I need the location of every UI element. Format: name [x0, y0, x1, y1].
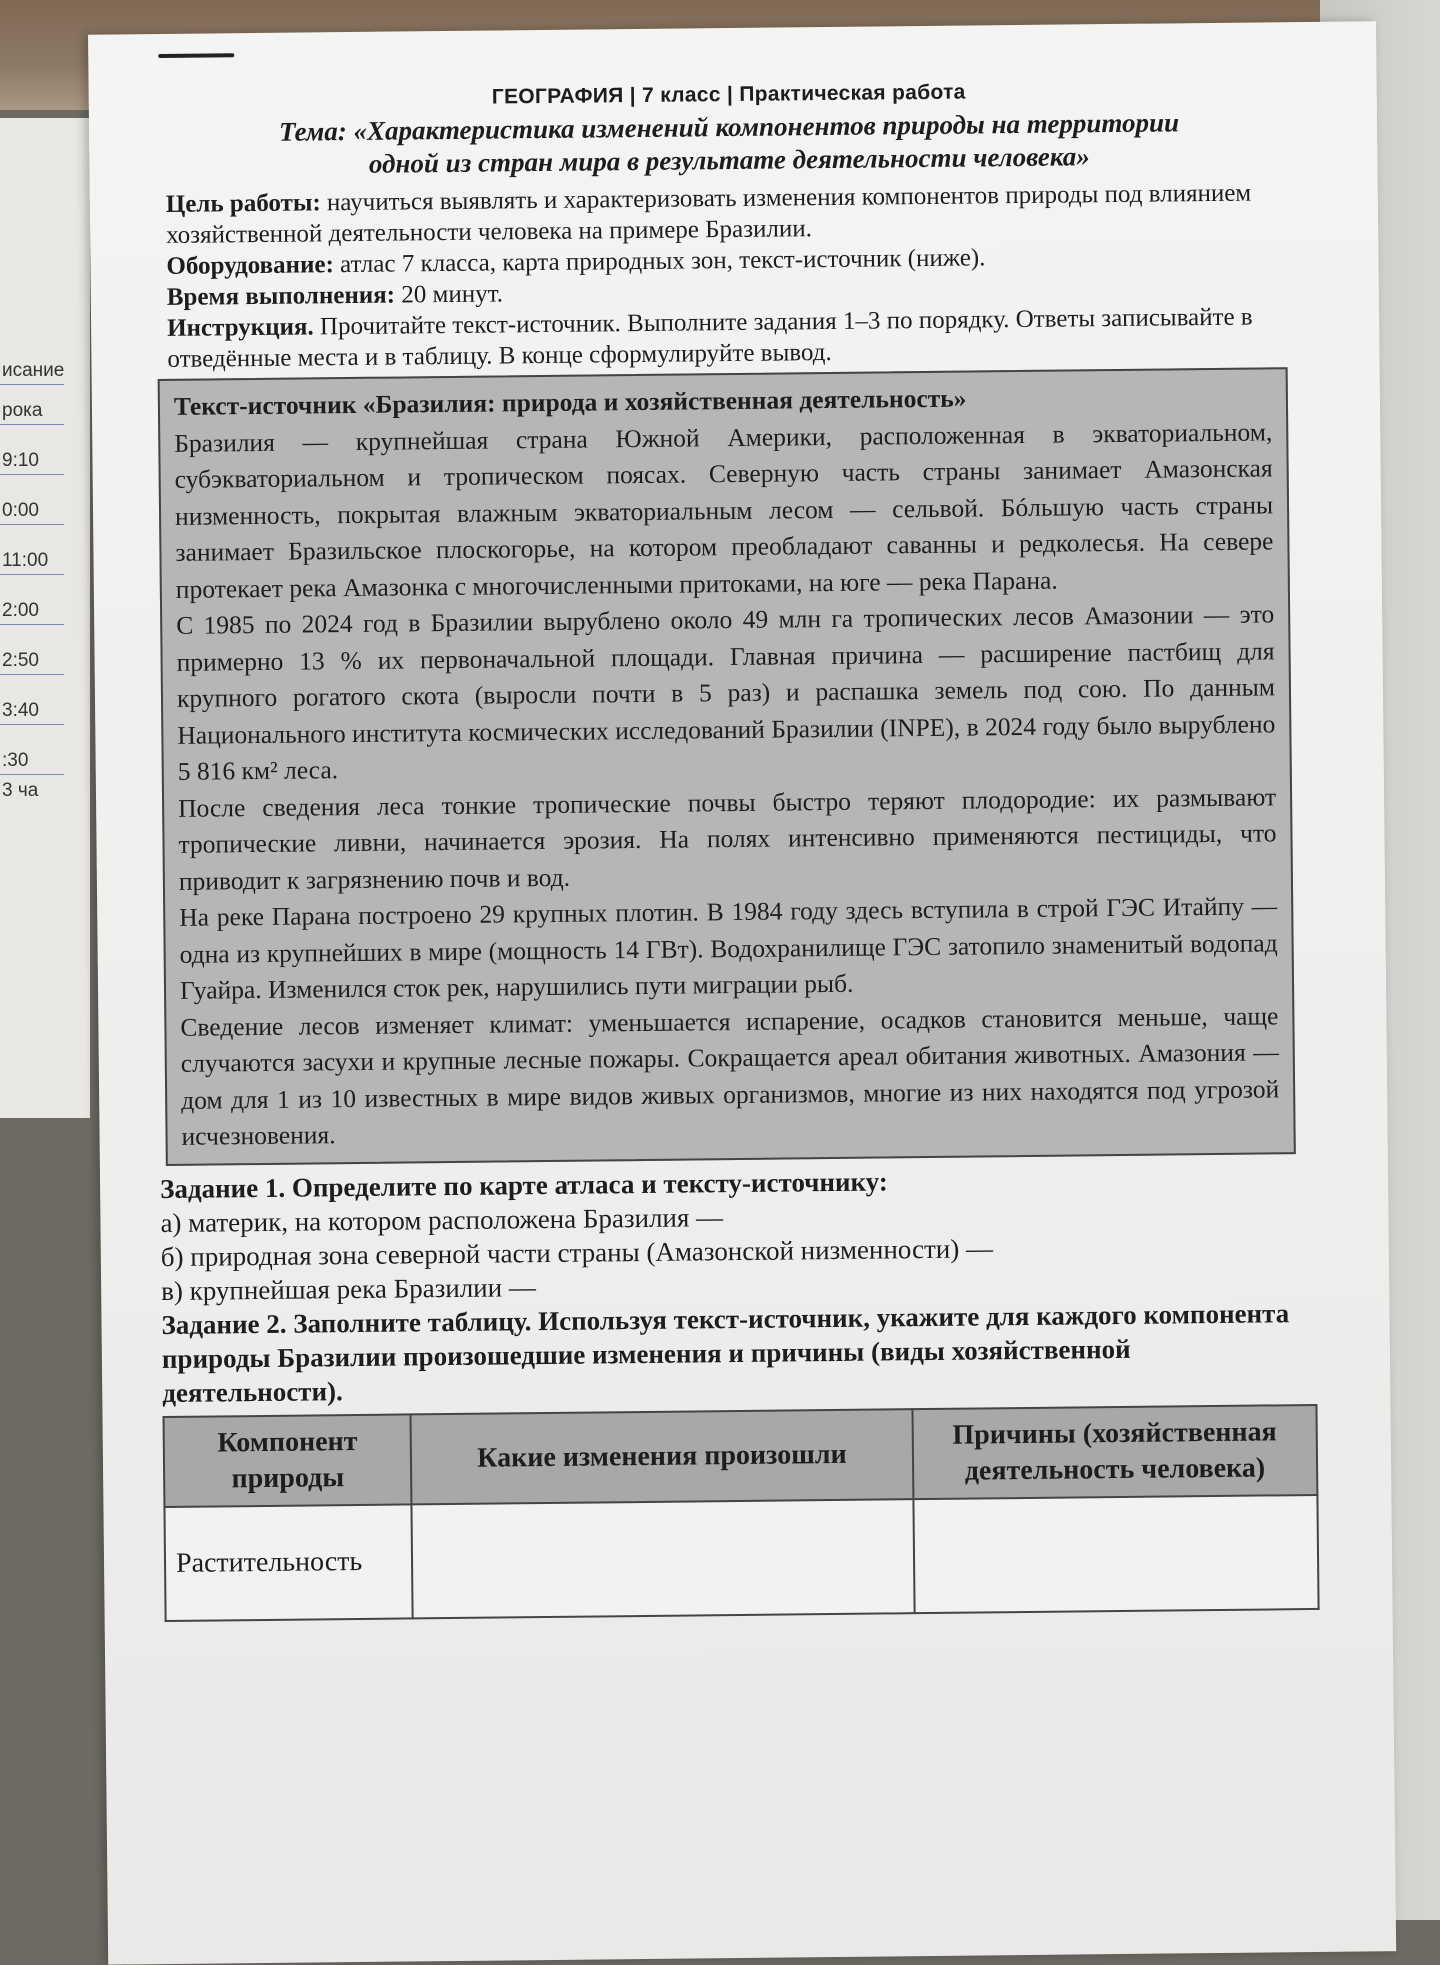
- worksheet-meta: [150, 177, 1312, 375]
- notebook-line: 3:40: [0, 698, 64, 725]
- instruction: [167, 301, 1282, 375]
- grade: 7 класс: [641, 83, 721, 107]
- theme-line: одной из стран мира в результате деятельности человека»: [368, 141, 1091, 179]
- notebook-line: рока: [0, 398, 64, 425]
- equipment-label: Оборудование:: [166, 251, 334, 280]
- table-header-component: Компонент природы: [164, 1414, 412, 1507]
- task1-item: а) материк, на котором расположена Бразилия —: [160, 1201, 724, 1238]
- task2-heading: Задание 2. Заполните таблицу. Используя текст-источник, укажите для каждого компонента природы Бразилии произошедшие изменения и причины (виды хозяйственной деятельности).: [161, 1297, 1290, 1408]
- table-row: [164, 1494, 1318, 1620]
- header-separator: |: [726, 82, 734, 107]
- source-title: Текст-источник «Бразилия: природа и хозяйственная деятельность»: [173, 383, 967, 421]
- tasks-section: [160, 1159, 1325, 1621]
- subject: ГЕОГРАФИЯ: [491, 84, 624, 109]
- task2-table: [162, 1403, 1319, 1621]
- goal-label: Цель работы:: [165, 189, 321, 218]
- notebook-line: 9:10: [0, 448, 64, 475]
- task1-heading: Задание 1. Определите по карте атласа и тексту-источнику:: [159, 1165, 888, 1204]
- table-cell-causes[interactable]: [913, 1494, 1318, 1612]
- task1-item: б) природная зона северной части страны (Амазонской низменности) —: [160, 1232, 994, 1272]
- notebook-line: 3 ча: [2, 780, 39, 801]
- notebook-line: 2:50: [0, 648, 64, 675]
- goal-text: научиться выявлять и характеризовать изменения компонентов природы под влиянием хозяйственной деятельности человека на примере Бразилии.: [165, 179, 1252, 249]
- header-separator: |: [629, 84, 637, 108]
- table-header-causes: Причины (хозяйственная деятельность человека): [912, 1404, 1317, 1498]
- notebook-line: исание: [0, 358, 64, 385]
- notebook-line: 0:00: [0, 498, 64, 525]
- notebook-line: :30: [0, 748, 64, 775]
- source-text-box: [158, 367, 1296, 1165]
- worksheet-content: [149, 77, 1325, 1622]
- table-header-row: [164, 1404, 1318, 1506]
- goal: [166, 177, 1281, 251]
- worksheet-theme: [149, 105, 1310, 183]
- table-header-changes: Какие изменения произошли: [411, 1409, 913, 1504]
- source-paragraph: Бразилия — крупнейшая страна Южной Америки, расположенная в экваториальном, субэкваториальном и тропическом поясах. Северную часть страны занимает Амазонская низменность, покрытая влажным экваториальным лесом — сельвой. Бóльшую часть страны занимает Бразильское плоскогорье, на котором преобладают саванны и редколесья. На севере протекает река Амазонка с многочисленными притоками, на юге — река Парана.: [174, 416, 1274, 604]
- time-text: 20 минут.: [401, 280, 504, 309]
- background-notebook: [0, 118, 90, 1118]
- work-type: Практическая работа: [739, 80, 966, 106]
- instruction-label: Инструкция.: [166, 313, 314, 342]
- source-paragraph: После сведения леса тонкие тропические почвы быстро теряют плодородие: их размывают тропические ливни, начинается эрозия. На полях интенсивно применяются пестициды, что приводит к загрязнению почв и вод.: [177, 781, 1277, 896]
- theme-line: Тема: «Характеристика изменений компонентов природы на территории: [278, 107, 1180, 147]
- worksheet-paper: [88, 21, 1396, 1964]
- table-cell-changes[interactable]: [412, 1499, 915, 1618]
- source-paragraph: На реке Парана построено 29 крупных плотин. В 1984 году здесь вступила в строй ГЭС Итайпу — одна из крупнейших в мире (мощность 14 ГВт). Водохранилище ГЭС затопило знаменитый водопад Гуайра. Изменился сток рек, нарушились пути миграции рыб.: [179, 891, 1278, 1005]
- task1-item: в) крупнейшая река Бразилии —: [161, 1271, 537, 1306]
- time-label: Время выполнения:: [166, 281, 396, 311]
- source-paragraph: Сведение лесов изменяет климат: уменьшается испарение, осадков становится меньше, чаще случаются засухи и крупные лесные пожары. Сокращается ареал обитания животных. Амазония — дом для 1 из 10 известных в мире видов живых организмов, многие из них находятся под угрозой исчезновения.: [180, 1000, 1280, 1151]
- notebook-line: 2:00: [0, 598, 64, 625]
- instruction-text: Прочитайте текст-источник. Выполните задания 1–3 по порядку. Ответы записывайте в отведённые места и в таблицу. В конце сформулируйте вывод.: [167, 303, 1253, 373]
- table-cell-component: Растительность: [164, 1504, 412, 1621]
- paper-mark: [158, 53, 234, 58]
- source-paragraph: С 1985 по 2024 год в Бразилии вырублено около 49 млн га тропических лесов Амазонии — это примерно 13 % их первоначальной площади. Главная причина — расширение пастбищ для крупного рогатого скота (выросли почти в 5 раз) и распашка земель под сою. По данным Национального института космических исследований Бразилии (INPE), в 2024 году было вырублено 5 816 км² леса.: [176, 599, 1276, 786]
- notebook-line: 11:00: [0, 548, 64, 575]
- equipment-text: атлас 7 класса, карта природных зон, текст-источник (ниже).: [339, 244, 986, 279]
